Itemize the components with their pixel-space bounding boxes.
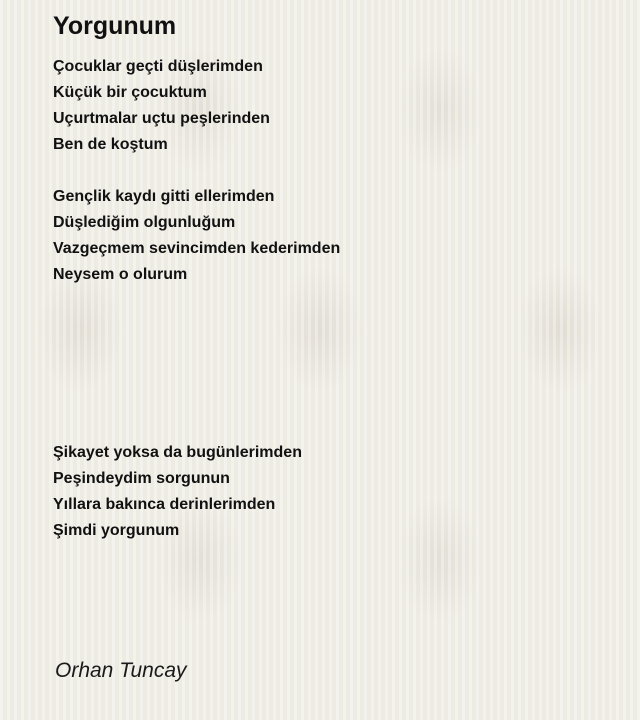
verse-line: Neysem o olurum — [53, 266, 188, 283]
verse-line: Vazgeçmem sevincimden kederimden — [53, 240, 341, 257]
stanza-2 — [53, 184, 340, 288]
verse-line: Ben de koştum — [53, 136, 168, 153]
poem-author: Orhan Tuncay — [55, 659, 187, 682]
poem-title: Yorgunum — [53, 12, 177, 40]
verse-line: Çocuklar geçti düşlerimden — [53, 58, 263, 75]
verse-line: Gençlik kaydı gitti ellerimden — [53, 188, 275, 205]
verse-line: Uçurtmalar uçtu peşlerinden — [53, 110, 270, 127]
verse-line: Küçük bir çocuktum — [53, 84, 207, 101]
verse-line: Peşindeydim sorgunun — [53, 470, 230, 487]
stanza-1 — [53, 54, 270, 158]
verse-line: Şikayet yoksa da bugünlerimden — [53, 444, 302, 461]
stanza-3 — [53, 440, 302, 544]
verse-line: Yıllara bakınca derinlerimden — [53, 496, 276, 513]
verse-line: Düşlediğim olgunluğum — [53, 214, 236, 231]
verse-line: Şimdi yorgunum — [53, 522, 180, 539]
